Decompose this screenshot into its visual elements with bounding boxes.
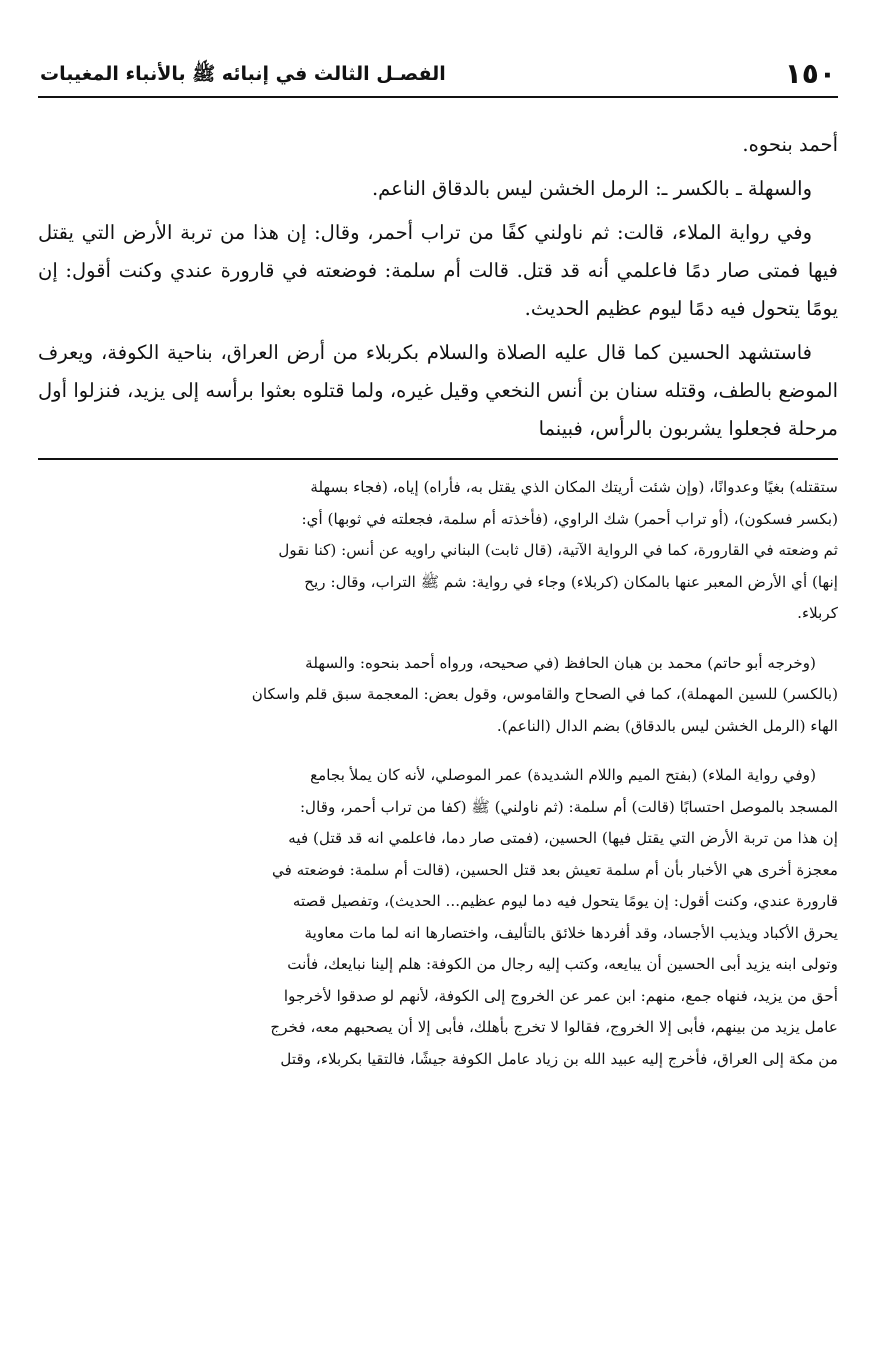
commentary-line: أحق من يزيد، فنهاه جمع، منهم: ابن عمر عن الخروج إلى الكوفة، لأنهم لو صدقوا لأخرجوا	[283, 986, 838, 1005]
main-paragraph-2: والسهلة ـ بالكسر ـ: الرمل الخشن ليس بالدقاق الناعم.	[371, 177, 812, 200]
main-paragraph-4: فاستشهد الحسين كما قال عليه الصلاة والسلام بكربلاء من أرض العراق، بناحية الكوفة، ويعرف الموضع بالطف، وقتله سنان بن أنس النخعي وقيل غيره، ولما قتلوه بعثوا برأسه إلى يزيد، فنزلوا أول مرحلة فجعلوا يشربون بالرأس، فبينما	[38, 341, 838, 440]
main-paragraph-3: وفي رواية الملاء، قالت: ثم ناولني كفًا من تراب أحمر، وقال: إن هذا من تربة الأرض التي يقتل فيها فمتى صار دمًا فاعلمي أنه قد قتل. قالت أم سلمة: فوضعته في قارورة عندي وكنت أقول: إن يومًا يتحول فيه دمًا ليوم عظيم الحديث.	[38, 221, 838, 320]
page-number: ١٥٠	[784, 57, 836, 90]
commentary-block-1	[38, 472, 838, 630]
commentary-line: (بالكسر) للسين المهملة)، كما في الصحاح والقاموس، وقول بعض: المعجمة سبق قلم واسكان	[251, 685, 838, 703]
commentary-line: المسجد بالموصل احتسابًا (قالت) أم سلمة: (ثم ناولني) ﷺ (كفا من تراب أحمر، وقال:	[299, 797, 838, 816]
commentary-line: يحرق الأكباد ويذيب الأجساد، وقد أفردها خلائق بالتأليف، واختصارها انه لما مات معاوية	[304, 923, 838, 942]
commentary-line: (وفي رواية الملاء) (بفتح الميم واللام الشديدة) عمر الموصلي، لأنه كان يملأ بجامع	[310, 766, 816, 784]
commentary	[38, 472, 838, 1075]
chapter-title: الفصـل الثالث في إنبائه ﷺ بالأنباء المغيبات	[40, 63, 446, 85]
commentary-line: الهاء (الرمل الخشن ليس بالدقاق) بضم الدال (الناعم).	[496, 716, 838, 735]
commentary-line: (بكسر فسكون)، (أو تراب أحمر) شك الراوي، (فأخذته أم سلمة، فجعلته في ثوبها) أي:	[301, 509, 838, 528]
commentary-line: وتولى ابنه يزيد أبى الحسين أن يبايعه، وكتب إليه رجال من الكوفة: هلم إلينا نبايعك، فأنت	[287, 955, 838, 973]
commentary-block-3	[38, 760, 838, 1075]
running-header	[38, 50, 838, 98]
commentary-line: (وخرجه أبو حاتم) محمد بن هبان الحافظ (في صحيحه، ورواه أحمد بنحوه: والسهلة	[305, 653, 816, 672]
commentary-block-2	[38, 648, 838, 743]
commentary-line: عامل يزيد من بينهم، فأبى إلا الخروج، فقالوا لا تخرج بأهلك، فأبى إلا أن يصحبهم معه، فخرج	[270, 1018, 838, 1036]
main-text	[38, 126, 838, 448]
main-paragraph-1: أحمد بنحوه.	[742, 133, 838, 156]
commentary-line: إن هذا من تربة الأرض التي يقتل فيها) الحسين، (فمتى صار دما، فاعلمي انه قد قتل) فيه	[288, 829, 838, 847]
commentary-line: قارورة عندي، وكنت أقول: إن يومًا يتحول فيه دما ليوم عظيم... الحديث)، وتفصيل قصته	[292, 892, 838, 910]
commentary-line: إنها) أي الأرض المعبر عنها بالمكان (كربلاء) وجاء في رواية: شم ﷺ التراب، وقال: ريح	[304, 572, 838, 591]
commentary-line: ثم وضعته في القارورة، كما في الرواية الآتية، (قال ثابت) البناني راويه عن أنس: (كنا نقول	[278, 541, 838, 559]
commentary-line: من مكة إلى العراق، فأخرج إليه عبيد الله بن زياد عامل الكوفة جيشًا، فالتقيا بكربلاء، وقتل	[280, 1049, 838, 1068]
footnote-divider	[38, 458, 838, 460]
commentary-line: ستقتله) بغيًا وعدوانًا، (وإن شئت أريتك المكان الذي يقتل به، فأراه) إياه، (فجاء بسهلة	[310, 478, 838, 496]
commentary-line: معجزة أخرى هي الأخبار بأن أم سلمة تعيش بعد قتل الحسين، (قالت أم سلمة: فوضعته في	[271, 860, 838, 879]
book-page	[38, 50, 838, 1093]
commentary-line: كربلاء.	[797, 604, 838, 622]
